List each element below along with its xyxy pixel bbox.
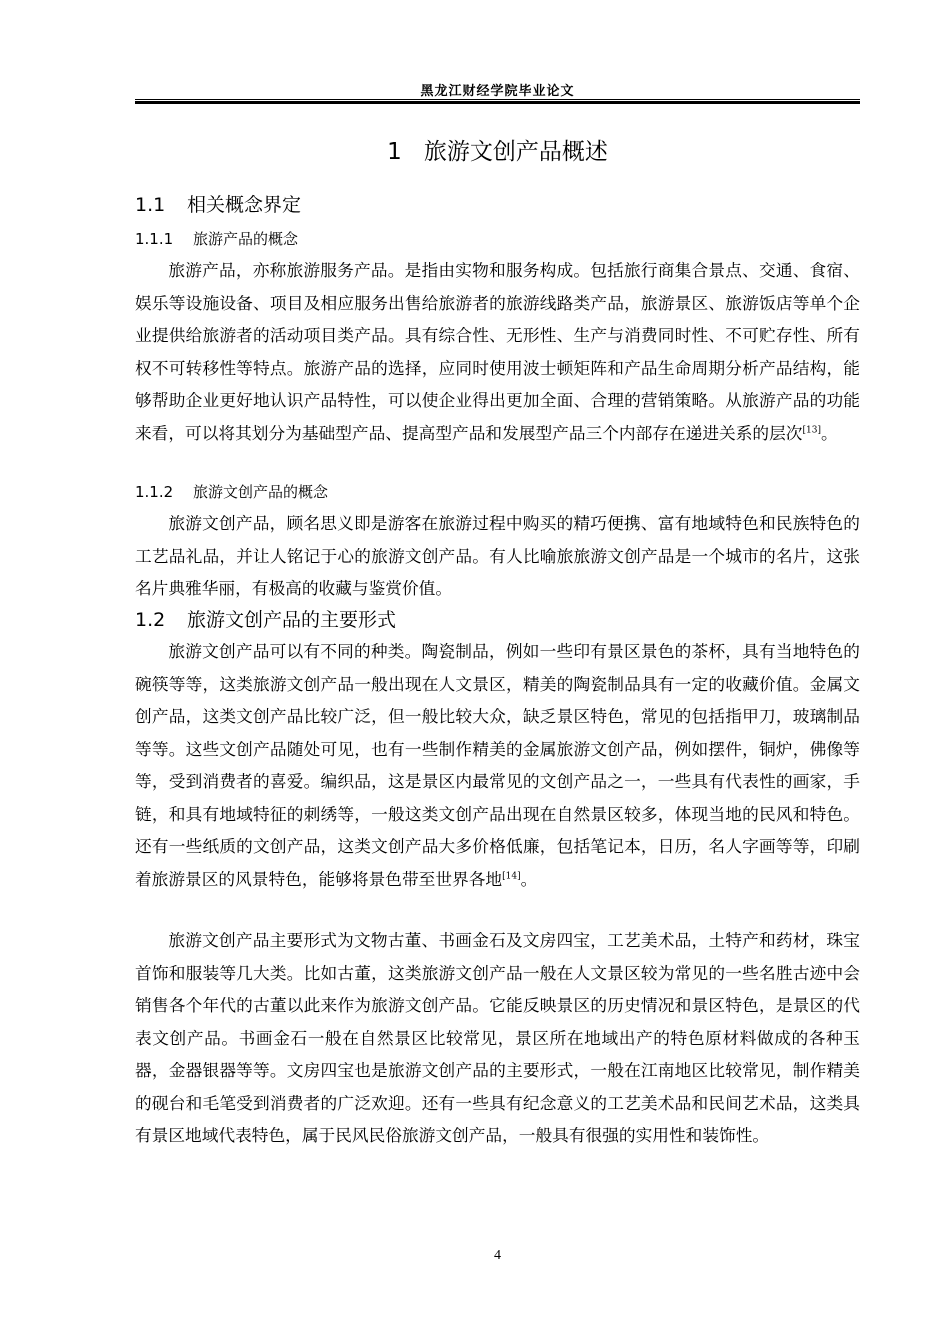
running-header-title: 黑龙江财经学院毕业论文 xyxy=(420,84,575,99)
subsection-number: 1.1.2 xyxy=(135,483,174,501)
section-heading-1-1 xyxy=(135,190,301,217)
header-rule-thin xyxy=(135,99,860,100)
chapter-heading xyxy=(135,133,860,166)
paragraph-ending: 。 xyxy=(520,868,538,889)
subsection-title: 旅游文创产品的概念 xyxy=(193,483,329,501)
section-title: 旅游文创产品的主要形式 xyxy=(187,609,397,631)
section-number: 1.2 xyxy=(135,609,166,631)
subsection-heading-1-1-2 xyxy=(135,481,328,502)
page-number: 4 xyxy=(494,1248,501,1263)
header-rule-thick xyxy=(135,101,860,104)
section-heading-1-2 xyxy=(135,605,396,632)
chapter-number: 1 xyxy=(387,139,402,165)
paragraph-ending: 。 xyxy=(820,422,838,443)
section-title: 相关概念界定 xyxy=(187,194,302,216)
section-number: 1.1 xyxy=(135,194,166,216)
paragraph-text: 旅游文创产品主要形式为文物古董、书画金石及文房四宝，工艺美术品，土特产和药材，珠宝首饰和服装等几大类。比如古董，这类旅游文创产品一般在人文景区较为常见的一些名胜古迹中会销售各个年代的古董以此来作为旅游文创产品。它能反映景区的历史情况和景区特色，是景区的代表文创产品。书画金石一般在自然景区比较常见，景区所在地域出产的特色原材料做成的各种玉器，金器银器等等。文房四宝也是旅游文创产品的主要形式，一般在江南地区比较常见，制作精美的砚台和毛笔受到消费者的广泛欢迎。还有一些具有纪念意义的工艺美术品和民间艺术品，这类具有景区地域代表特色，属于民风民俗旅游文创产品，一般具有很强的实用性和装饰性。 xyxy=(135,930,860,1145)
subsection-number: 1.1.1 xyxy=(135,230,174,248)
chapter-title: 旅游文创产品概述 xyxy=(423,139,608,165)
subsection-title: 旅游产品的概念 xyxy=(193,230,299,248)
paragraph-cultural-product-concept xyxy=(135,507,860,605)
citation-ref: [14] xyxy=(502,870,521,881)
subsection-heading-1-1-1 xyxy=(135,228,298,249)
paragraph-product-types xyxy=(135,635,860,895)
paragraph-tourism-product-concept xyxy=(135,254,860,449)
paragraph-text: 旅游文创产品，顾名思义即是游客在旅游过程中购买的精巧便携、富有地域特色和民族特色的工艺品礼品，并让人铭记于心的旅游文创产品。有人比喻旅旅游文创产品是一个城市的名片，这张名片典雅华丽，有极高的收藏与鉴赏价值。 xyxy=(135,513,860,598)
citation-ref: [13] xyxy=(802,424,821,435)
paragraph-main-forms xyxy=(135,924,860,1152)
paragraph-text: 旅游文创产品可以有不同的种类。陶瓷制品，例如一些印有景区景色的茶杯，具有当地特色的碗筷等等，这类旅游文创产品一般出现在人文景区，精美的陶瓷制品具有一定的收藏价值。金属文创产品，这类文创产品比较广泛，但一般比较大众，缺乏景区特色，常见的包括指甲刀，玻璃制品等等。这些文创产品随处可见，也有一些制作精美的金属旅游文创产品，例如摆件，铜炉，佛像等等，受到消费者的喜爱。编织品，这是景区内最常见的文创产品之一，一些具有代表性的画家，手链，和具有地域特征的刺绣等，一般这类文创产品出现在自然景区较多，体现当地的民风和特色。还有一些纸质的文创产品，这类文创产品大多价格低廉，包括笔记本，日历，名人字画等等，印刷着旅游景区的风景特色，能够将景色带至世界各地 xyxy=(135,641,860,889)
paragraph-text: 旅游产品，亦称旅游服务产品。是指由实物和服务构成。包括旅行商集合景点、交通、食宿、娱乐等设施设备、项目及相应服务出售给旅游者的旅游线路类产品，旅游景区、旅游饭店等单个企业提供给旅游者的活动项目类产品。具有综合性、无形性、生产与消费同时性、不可贮存性、所有权不可转移性等特点。旅游产品的选择，应同时使用波士顿矩阵和产品生命周期分析产品结构，能够帮助企业更好地认识产品特性，可以使企业得出更加全面、合理的营销策略。从旅游产品的功能来看，可以将其划分为基础型产品、提高型产品和发展型产品三个内部存在递进关系的层次 xyxy=(135,260,860,443)
